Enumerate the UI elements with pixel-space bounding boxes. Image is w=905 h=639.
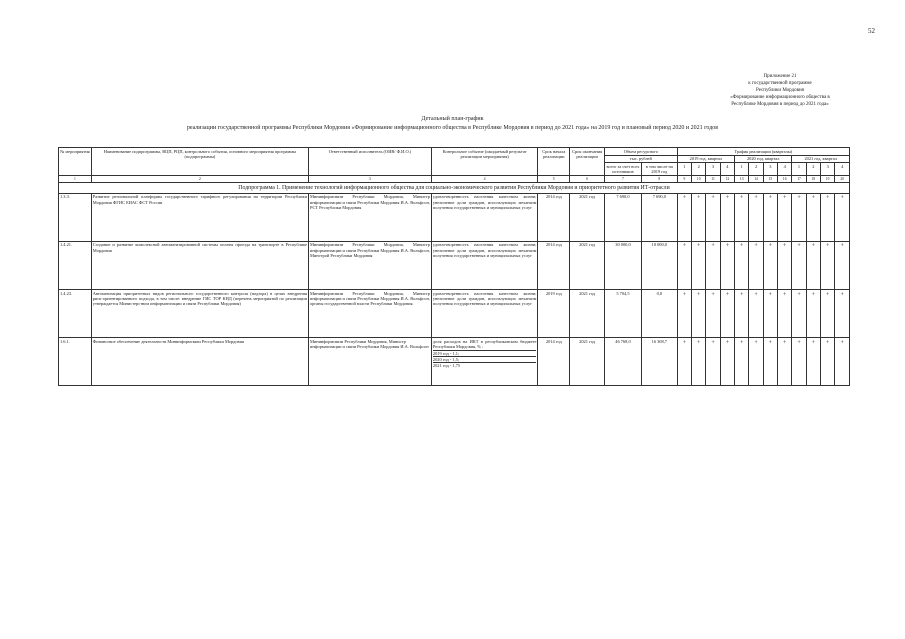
row-end: 2021 год — [570, 289, 605, 337]
quarter-mark: + — [720, 241, 734, 289]
quarter-cell: 3 — [821, 163, 835, 176]
indicator-year-value: 2020 год - 1,5; — [433, 357, 537, 363]
quarter-mark: + — [763, 241, 777, 289]
title-line-1: Детальный план-график — [421, 116, 484, 122]
header-year-2020: 2020 год, квартал — [735, 155, 792, 163]
row-end: 2021 год — [570, 193, 605, 241]
row-num: 1.6.1. — [59, 338, 92, 386]
quarter-mark: + — [792, 241, 806, 289]
header-year-2019: 2019 год, квартал — [677, 155, 734, 163]
row-start: 2014 год — [538, 193, 570, 241]
quarter-mark: + — [763, 193, 777, 241]
quarter-cell: 3 — [763, 163, 777, 176]
row-end: 2021 год — [570, 338, 605, 386]
column-number: 15 — [763, 176, 777, 183]
quarter-mark: + — [792, 289, 806, 337]
quarter-cell: 3 — [706, 163, 720, 176]
row-name: Развитие региональной платформы государственного тарифного регулирования на территории Республики Мордовия ФГИС ЕИАС ФСТ России — [91, 193, 308, 241]
row-name: Финансовое обеспечение деятельности Мининформсвязи Республики Мордовия — [91, 338, 308, 386]
header-end: Срок окончания реализации — [570, 148, 605, 176]
subprogram-title: Подпрограмма 1. Применение технологий информационного общества для социально-экономического развития Республики Мордовия и приоритетного развития ИТ-отрасли — [59, 183, 850, 193]
row-total: 30 000,0 — [605, 241, 642, 289]
header-volume: Объем ресурсного — [605, 148, 678, 156]
indicator-year-value: 2019 год - 1,1; — [433, 351, 537, 357]
table-row — [59, 338, 850, 386]
row-num: 1.4.21. — [59, 241, 92, 289]
quarter-mark: + — [778, 338, 792, 386]
quarter-cell: 1 — [735, 163, 749, 176]
quarter-mark: + — [720, 193, 734, 241]
quarter-mark: + — [720, 289, 734, 337]
row-executor: Мининформсвязи Республики Мордовия, Министр информатизации и связи Республики Мордовия И.А. Вольфсон, РСТ Республики Мордовия — [308, 193, 431, 241]
quarter-cell: 2 — [749, 163, 763, 176]
column-number: 3 — [308, 176, 431, 183]
row-start: 2014 год — [538, 241, 570, 289]
quarter-mark: + — [706, 289, 720, 337]
quarter-mark: + — [692, 193, 706, 241]
column-number: 10 — [692, 176, 706, 183]
quarter-mark: + — [677, 193, 691, 241]
row-2019: 7 690,0 — [641, 193, 677, 241]
quarter-mark: + — [778, 193, 792, 241]
appendix-line: «Формирование информационного общества в — [730, 95, 830, 100]
quarter-cell: 4 — [720, 163, 734, 176]
header-volume-unit: тыс. рублей — [605, 155, 678, 163]
quarter-mark: + — [706, 338, 720, 386]
row-total: 7 690,0 — [605, 193, 642, 241]
column-number: 19 — [821, 176, 835, 183]
quarter-mark: + — [749, 241, 763, 289]
quarter-mark: + — [763, 338, 777, 386]
column-numbers-row — [59, 176, 850, 183]
indicator-text: доля расходов на ИКТ в республиканском бюджете Республики Мордовия, % : — [432, 338, 537, 350]
quarter-mark: + — [692, 338, 706, 386]
page-number: 52 — [868, 27, 875, 35]
header-event: Контрольное событие (ожидаемый результат реализации мероприятия) — [431, 148, 538, 176]
row-2019: 10 000,0 — [641, 241, 677, 289]
row-total: 5 704,5 — [605, 289, 642, 337]
quarter-mark: + — [806, 193, 820, 241]
column-number: 11 — [706, 176, 720, 183]
column-number: 17 — [792, 176, 806, 183]
quarter-mark: + — [749, 289, 763, 337]
quarter-mark: + — [749, 338, 763, 386]
quarter-mark: + — [792, 338, 806, 386]
quarter-mark: + — [835, 338, 850, 386]
column-number: 13 — [735, 176, 749, 183]
quarter-mark: + — [806, 338, 820, 386]
header-year-2021: 2021 год, квартал — [792, 155, 850, 163]
header-total: всего за счет всех источников — [606, 163, 640, 175]
column-number: 14 — [749, 176, 763, 183]
row-event — [431, 338, 538, 386]
row-executor: Мининформсвязи Республики Мордовия, Министр информатизации и связи Республики Мордовия И.А. Вольфсон, органы государственной власти Республики Мордовия — [308, 289, 431, 337]
table-row — [59, 289, 850, 337]
column-number: 16 — [778, 176, 792, 183]
row-event: удовлетворенность населения качеством жизни; увеличение доли граждан, использующих механизм получения государственных и муниципальных услуг — [431, 193, 538, 241]
column-number: 6 — [570, 176, 605, 183]
header-num: № мероприятия — [59, 148, 92, 176]
quarter-mark: + — [749, 193, 763, 241]
quarter-mark: + — [778, 289, 792, 337]
quarter-cell: 1 — [677, 163, 691, 176]
quarter-mark: + — [821, 241, 835, 289]
row-2019: 0,0 — [641, 289, 677, 337]
row-event: удовлетворенность населения качеством жизни; увеличение доли граждан, использующих механизм получения государственных и муниципальных услуг — [431, 289, 538, 337]
header-start: Срок начала реализации — [538, 148, 570, 176]
column-number: 8 — [641, 176, 677, 183]
quarter-mark: + — [735, 241, 749, 289]
row-name: Автоматизация приоритетных видов регионального государственного контроля (надзора) в целях внедрения риск-ориентированного подхода, в том числе: внедрение ГИС ТОР КНД (перечень мероприятий по реализации утверждается Министерством информатизации и связи Республики Мордовия) — [91, 289, 308, 337]
row-start: 2019 год — [538, 289, 570, 337]
quarter-mark: + — [821, 289, 835, 337]
quarter-mark: + — [778, 241, 792, 289]
quarter-mark: + — [806, 241, 820, 289]
quarter-mark: + — [735, 289, 749, 337]
quarter-mark: + — [835, 289, 850, 337]
appendix-line: Республики Мордовия — [756, 88, 804, 93]
quarter-mark: + — [806, 289, 820, 337]
row-num: 1.4.23. — [59, 289, 92, 337]
quarter-mark: + — [692, 289, 706, 337]
column-number: 4 — [431, 176, 538, 183]
row-executor: Мининформсвязи Республики Мордовия, Министр информатизации и связи Республики Мордовия И.А. Вольфсон, Минстрой Республики Мордовия — [308, 241, 431, 289]
quarter-cell: 4 — [835, 163, 850, 176]
quarter-mark: + — [821, 193, 835, 241]
column-number: 7 — [605, 176, 642, 183]
quarter-mark: + — [720, 338, 734, 386]
column-number: 12 — [720, 176, 734, 183]
quarter-cell: 4 — [778, 163, 792, 176]
quarter-cell: 2 — [806, 163, 820, 176]
quarter-mark: + — [677, 241, 691, 289]
quarter-mark: + — [692, 241, 706, 289]
column-number: 20 — [835, 176, 850, 183]
header-name: Наименование подпрограммы, ВЦП, РЦП, контрольного события, основного мероприятия программы (подпрограммы) — [91, 148, 308, 176]
quarter-mark: + — [763, 289, 777, 337]
quarter-mark: + — [835, 241, 850, 289]
column-number: 1 — [59, 176, 92, 183]
header-including: в том числе на 2019 год — [641, 163, 677, 176]
row-2019: 16 308,7 — [641, 338, 677, 386]
appendix-note — [700, 73, 860, 108]
row-start: 2014 год — [538, 338, 570, 386]
column-number: 2 — [91, 176, 308, 183]
column-number: 9 — [677, 176, 691, 183]
quarter-cell: 2 — [692, 163, 706, 176]
appendix-line: к государственной программе — [748, 81, 812, 86]
title-line-2: реализации государственной программы Республики Мордовия «Формирование информационного общества в Республике Мордовия в период до 2021 года» на 2019 год и плановый период 2020 и 2021 годов — [186, 125, 719, 131]
quarter-mark: + — [735, 338, 749, 386]
row-num: 1.3.3. — [59, 193, 92, 241]
column-number: 5 — [538, 176, 570, 183]
quarter-mark: + — [706, 193, 720, 241]
appendix-line: Республике Мордовия в период до 2021 года» — [731, 102, 829, 107]
quarter-mark: + — [821, 338, 835, 386]
appendix-line: Приложение 21 — [763, 74, 797, 79]
quarter-mark: + — [835, 193, 850, 241]
table-row — [59, 241, 850, 289]
quarter-mark: + — [677, 338, 691, 386]
quarter-mark: + — [677, 289, 691, 337]
indicator-year-value: 2021 год - 1,75 — [432, 363, 461, 369]
row-name: Создание и развитие комплексной автоматизированной системы оплаты проезда на транспорте в Республике Мордовия — [91, 241, 308, 289]
row-end: 2021 год — [570, 241, 605, 289]
header-executor: Ответственный исполнитель (ОИВ/ Ф.И.О.) — [308, 148, 431, 176]
plan-table — [58, 147, 850, 386]
quarter-mark: + — [735, 193, 749, 241]
header-schedule: График реализации (кварталы) — [677, 148, 849, 156]
quarter-mark: + — [706, 241, 720, 289]
column-number: 18 — [806, 176, 820, 183]
quarter-cell: 1 — [792, 163, 806, 176]
row-total: 46 768,0 — [605, 338, 642, 386]
table-row — [59, 193, 850, 241]
document-title — [0, 115, 905, 133]
row-executor: Мининформсвязи Республики Мордовия, Министр информатизации и связи Республики Мордовия И.А. Вольфсон — [308, 338, 431, 386]
row-event: удовлетворенность населения качеством жизни; увеличение доли граждан, использующих механизм получения государственных и муниципальных услуг — [431, 241, 538, 289]
quarter-mark: + — [792, 193, 806, 241]
